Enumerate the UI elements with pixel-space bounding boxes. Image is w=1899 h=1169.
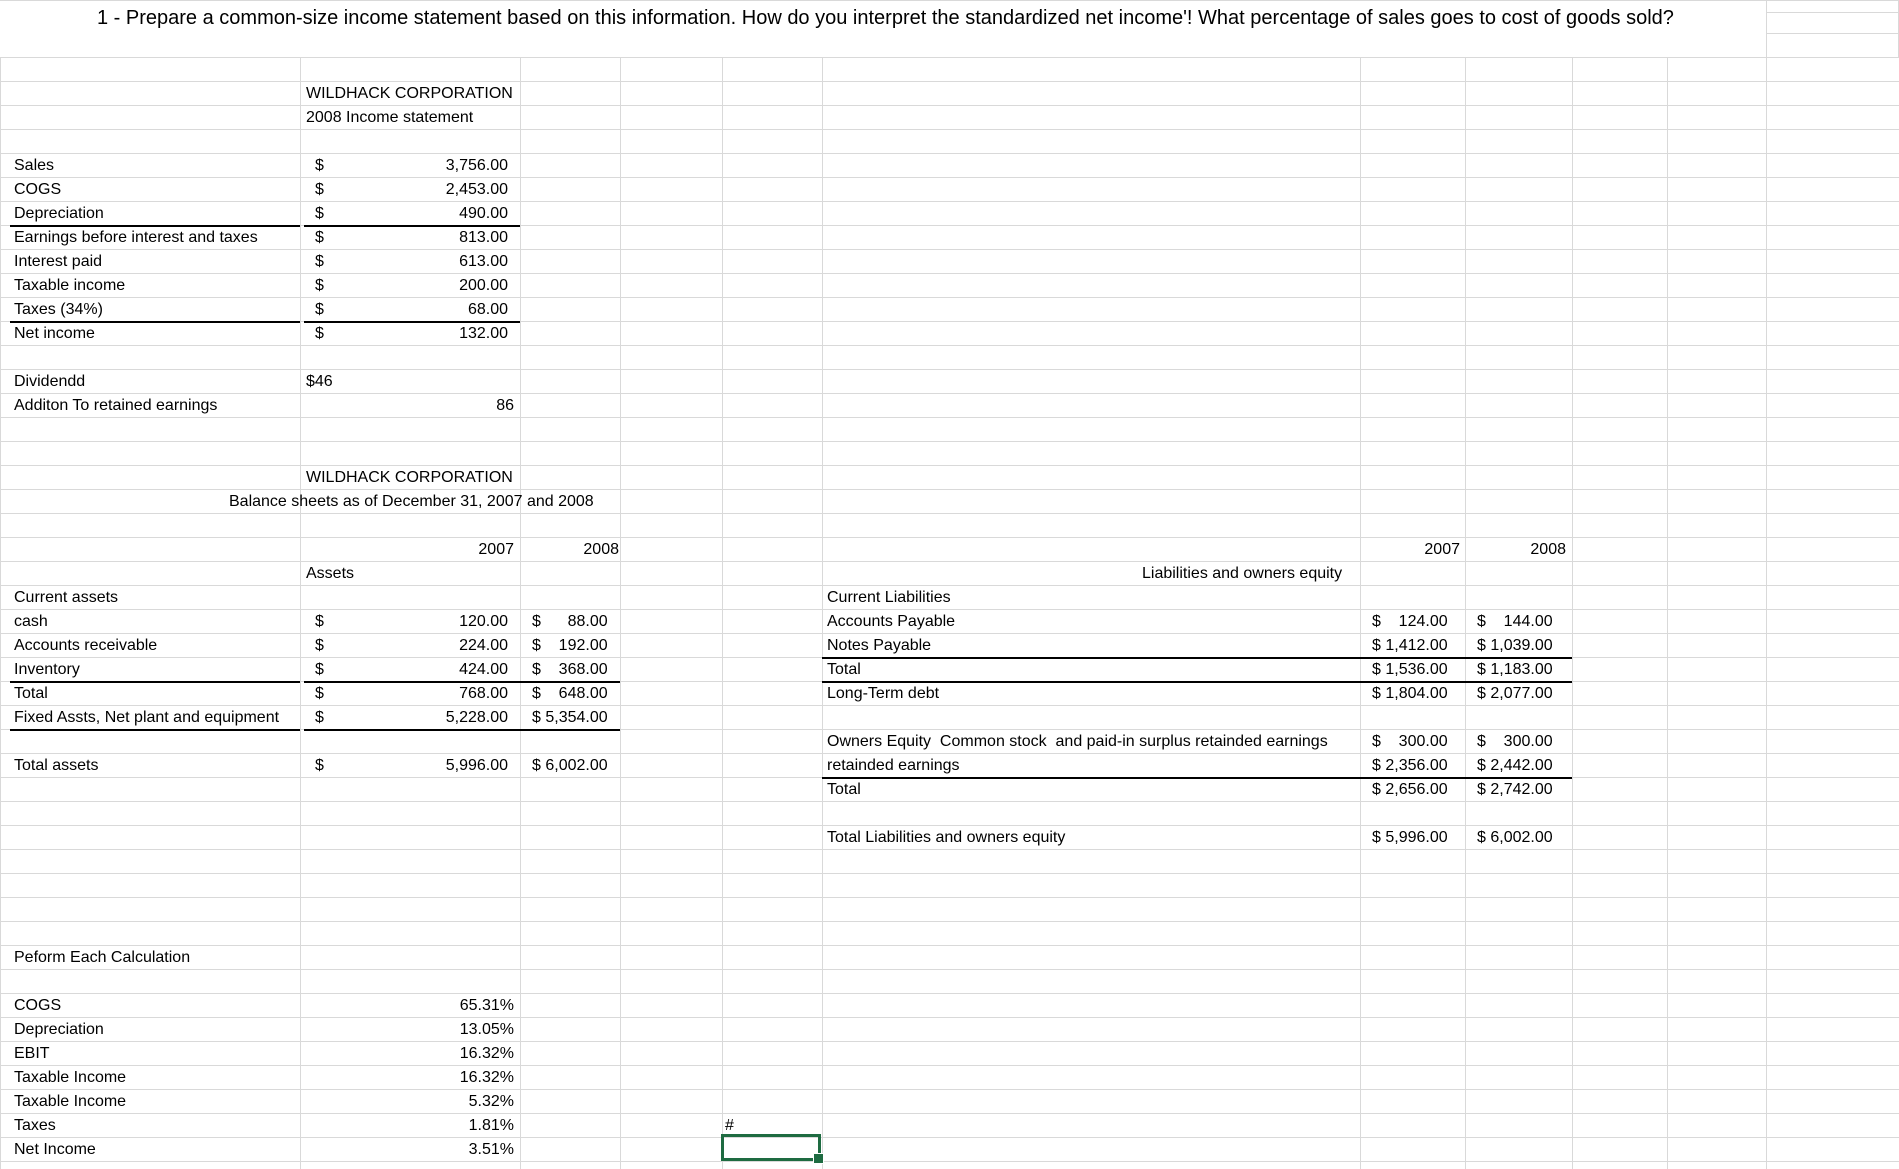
income-row-value: 200.00 [459,277,508,294]
income-row-label: Net income [14,325,95,342]
liab-row-2007: $ 1,804.00 [1372,685,1448,702]
income-row-currency: $ [315,253,324,270]
equity-row-label: Owners Equity Common stock and paid-in surplus retainded earnings [827,733,1328,750]
asset-row-label: Total [14,685,48,702]
calculations-header: Peform Each Calculation [14,949,191,966]
equity-row-2008: $ 300.00 [1477,733,1553,750]
asset-row-label: Fixed Assts, Net plant and equipment [14,709,280,726]
current-liabilities-label: Current Liabilities [827,589,951,606]
asset-row-2007: 224.00 [459,637,508,654]
border-line [822,657,1572,659]
calc-row-value: 5.32% [468,1093,514,1110]
equity-row-2007: $ 2,356.00 [1372,757,1448,774]
liab-row-2008: $ 1,183.00 [1477,661,1553,678]
liab-row-label: Notes Payable [827,637,932,654]
border-line [304,321,520,323]
retained-earnings-label: Additon To retained earnings [14,397,218,414]
calc-row-value: 16.32% [459,1045,514,1062]
border-line [822,777,1572,779]
equity-row-2008: $ 2,742.00 [1477,781,1553,798]
border-line [304,681,620,683]
question-text: 1 - Prepare a common-size income statement based on this information. How do you interpret the standardized net income'! What percentage of sales goes to cost of goods sold? [97,7,1674,29]
balance-company-name: WILDHACK CORPORATION [306,469,513,486]
liab-row-2008: $ 144.00 [1477,613,1553,630]
liabilities-header: Liabilities and owners equity [1142,565,1343,582]
liab-year-2008: 2008 [1530,541,1566,558]
border-line [10,729,300,731]
total-assets-currency: $ [315,757,324,774]
hash-overflow-cell[interactable]: # [725,1117,734,1134]
balance-sheet-subtitle: Balance sheets as of December 31, 2007 and 2008 [229,493,594,510]
asset-row-2007: 120.00 [459,613,508,630]
income-row-currency: $ [315,157,324,174]
active-cell-selection[interactable] [721,1134,821,1161]
calc-row-label: Depreciation [14,1021,104,1038]
dividend-value: $46 [306,373,333,390]
income-row-value: 68.00 [467,301,508,318]
assets-header: Assets [306,565,355,582]
calc-row-value: 13.05% [459,1021,514,1038]
liab-row-2007: $ 1,412.00 [1372,637,1448,654]
income-row-currency: $ [315,325,324,342]
asset-row-currency: $ [315,709,324,726]
income-row-currency: $ [315,181,324,198]
total-liabilities-2008: $ 6,002.00 [1477,829,1553,846]
income-row-value: 613.00 [459,253,508,270]
liab-row-2008: $ 1,039.00 [1477,637,1553,654]
calc-row-label: COGS [14,997,62,1014]
calc-row-label: Taxes [14,1117,56,1134]
equity-row-2008: $ 2,442.00 [1477,757,1553,774]
liab-row-2007: $ 1,536.00 [1372,661,1448,678]
asset-row-2007: 5,228.00 [445,709,508,726]
income-row-label: Taxable income [14,277,126,294]
income-row-label: Depreciation [14,205,104,222]
total-liabilities-2007: $ 5,996.00 [1372,829,1448,846]
calc-row-value: 1.81% [468,1117,514,1134]
border-line [822,681,1572,683]
liab-row-label: Total [827,661,861,678]
asset-year-2007: 2007 [478,541,514,558]
border-line [10,681,300,683]
asset-row-2007: 424.00 [459,661,508,678]
asset-row-2008: $ 648.00 [532,685,608,702]
asset-row-2007: 768.00 [459,685,508,702]
income-row-currency: $ [315,301,324,318]
border-line [10,225,300,227]
asset-row-2008: $ 368.00 [532,661,608,678]
current-assets-label: Current assets [14,589,119,606]
asset-row-2008: $ 88.00 [532,613,608,630]
calc-row-value: 3.51% [468,1141,514,1158]
asset-row-currency: $ [315,685,324,702]
border-line [10,321,300,323]
income-row-label: Earnings before interest and taxes [14,229,258,246]
liab-row-2008: $ 2,077.00 [1477,685,1553,702]
calc-row-value: 16.32% [459,1069,514,1086]
asset-row-2008: $ 192.00 [532,637,608,654]
dividend-label: Dividendd [14,373,86,390]
equity-row-2007: $ 2,656.00 [1372,781,1448,798]
income-row-label: COGS [14,181,62,198]
income-row-currency: $ [315,277,324,294]
asset-row-label: Accounts receivable [14,637,158,654]
liab-row-label: Long-Term debt [827,685,940,702]
asset-row-currency: $ [315,637,324,654]
income-row-label: Sales [14,157,55,174]
equity-row-2007: $ 300.00 [1372,733,1448,750]
liab-row-2007: $ 124.00 [1372,613,1448,630]
asset-row-currency: $ [315,661,324,678]
calc-row-label: Taxable Income [14,1069,127,1086]
asset-row-label: Inventory [14,661,80,678]
income-statement-subtitle: 2008 Income statement [306,109,474,126]
asset-year-2008: 2008 [583,541,619,558]
income-row-value: 490.00 [459,205,508,222]
income-row-currency: $ [315,229,324,246]
income-row-label: Interest paid [14,253,103,270]
retained-earnings-value: 86 [496,397,514,414]
total-assets-2007: 5,996.00 [445,757,508,774]
equity-row-label: retainded earnings [827,757,960,774]
asset-row-currency: $ [315,613,324,630]
border-line [304,729,620,731]
calc-row-label: Net Income [14,1141,96,1158]
income-row-label: Taxes (34%) [14,301,103,318]
asset-row-2008: $ 5,354.00 [532,709,608,726]
equity-row-label: Total [827,781,861,798]
calc-row-label: Taxable Income [14,1093,127,1110]
total-liabilities-label: Total Liabilities and owners equity [827,829,1066,846]
liab-row-label: Accounts Payable [827,613,956,630]
income-company-name: WILDHACK CORPORATION [306,85,513,102]
border-line [304,225,520,227]
total-assets-label: Total assets [14,757,99,774]
income-row-value: 2,453.00 [445,181,508,198]
fill-handle[interactable] [813,1153,824,1164]
income-row-value: 813.00 [459,229,508,246]
liab-year-2007: 2007 [1424,541,1460,558]
calc-row-label: EBIT [14,1045,50,1062]
asset-row-label: cash [14,613,48,630]
total-assets-2008: $ 6,002.00 [532,757,608,774]
income-row-value: 3,756.00 [445,157,508,174]
income-row-value: 132.00 [459,325,508,342]
calc-row-value: 65.31% [459,997,514,1014]
income-row-currency: $ [315,205,324,222]
